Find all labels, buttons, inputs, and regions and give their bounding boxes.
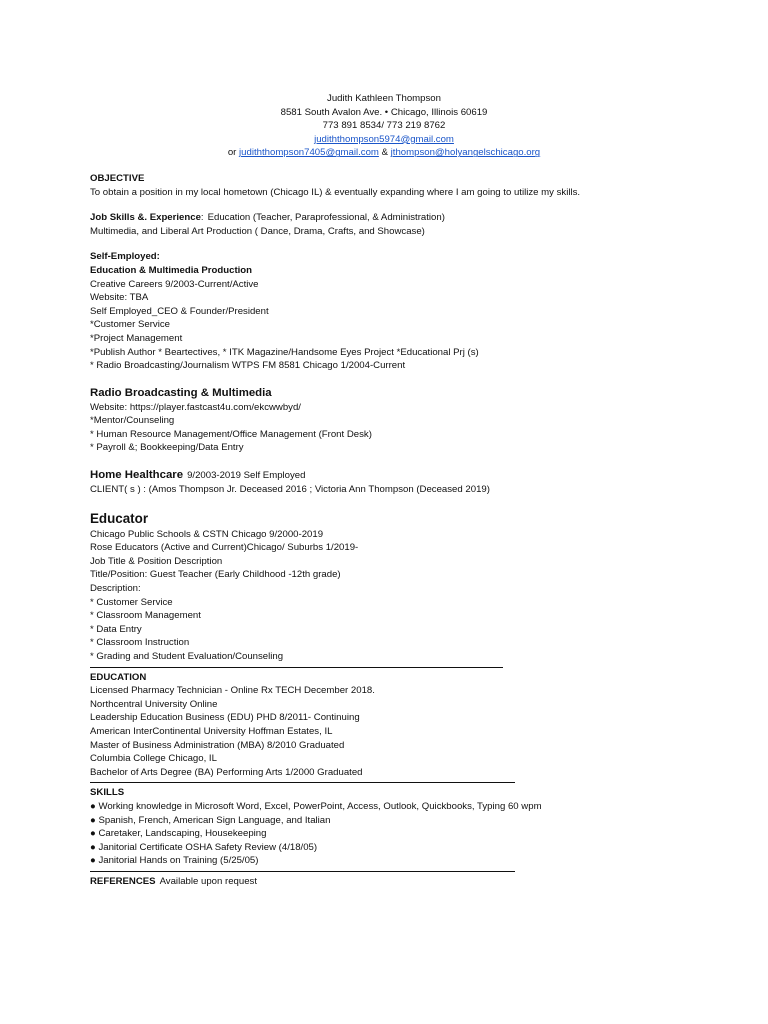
- list-item: Rose Educators (Active and Current)Chicago/ Suburbs 1/2019-: [90, 542, 359, 554]
- list-item: * Customer Service: [90, 596, 173, 608]
- list-item: Licensed Pharmacy Technician - Online Rx TECH December 2018.: [90, 685, 375, 697]
- ampersand-text: &: [381, 147, 388, 159]
- list-item: Creative Careers 9/2003-Current/Active: [90, 278, 259, 290]
- list-item: Title/Position: Guest Teacher (Early Childhood -12th grade): [90, 569, 341, 581]
- home-healthcare-dates: 9/2003-2019 Self Employed: [187, 470, 306, 482]
- list-item: *Project Management: [90, 332, 183, 344]
- list-item: Chicago Public Schools & CSTN Chicago 9/2000-2019: [90, 528, 324, 540]
- education-heading: EDUCATION: [90, 671, 147, 683]
- list-item: Columbia College Chicago, IL: [90, 753, 217, 765]
- list-item: Master of Business Administration (MBA) 8/2010 Graduated: [90, 739, 345, 751]
- contact-header: [90, 92, 678, 160]
- radio-heading: Radio Broadcasting & Multimedia: [90, 386, 272, 399]
- list-item: American InterContinental University Hoffman Estates, IL: [90, 725, 333, 737]
- list-item: * Data Entry: [90, 623, 142, 635]
- references-section: [90, 875, 690, 889]
- skills-section: [90, 786, 690, 868]
- list-item: Website: TBA: [90, 292, 149, 304]
- home-healthcare-client: CLIENT( s ) : (Amos Thompson Jr. Deceased 2016 ; Victoria Ann Thompson (Deceased 2019): [90, 484, 490, 496]
- list-item: * Radio Broadcasting/Journalism WTPS FM 8581 Chicago 1/2004-Current: [90, 360, 406, 372]
- list-item: Self Employed_CEO & Founder/President: [90, 305, 269, 317]
- educator-section: [90, 509, 690, 664]
- self-employed-subheading: Education & Multimedia Production: [90, 264, 253, 276]
- resume-page: [90, 92, 690, 889]
- education-section: [90, 671, 690, 780]
- list-item: * Human Resource Management/Office Management (Front Desk): [90, 428, 372, 440]
- list-item: *Publish Author * Beartectives, * ITK Magazine/Handsome Eyes Project *Educational Prj (s): [90, 346, 479, 358]
- full-name: Judith Kathleen Thompson: [327, 93, 441, 104]
- list-item: Leadership Education Business (EDU) PHD 8/2011- Continuing: [90, 712, 360, 724]
- list-item: *Mentor/Counseling: [90, 415, 175, 427]
- list-item: ● Janitorial Certificate OSHA Safety Review (4/18/05): [90, 841, 318, 853]
- list-item: Bachelor of Arts Degree (BA) Performing Arts 1/2000 Graduated: [90, 766, 363, 778]
- educator-heading: Educator: [90, 510, 149, 526]
- objective-section: [90, 172, 690, 199]
- references-heading: REFERENCES: [90, 875, 156, 887]
- section-divider: [90, 667, 503, 668]
- email-link-work[interactable]: jthompson@holyangelschicago.org: [390, 147, 541, 159]
- home-healthcare-section: [90, 467, 690, 497]
- objective-text: To obtain a position in my local hometown (Chicago IL) & eventually expanding where I am going to utilize my skills.: [90, 186, 581, 198]
- list-item: ● Janitorial Hands on Training (5/25/05): [90, 855, 259, 867]
- phone-numbers: 773 891 8534/ 773 219 8762: [322, 120, 446, 132]
- list-item: Job Title & Position Description: [90, 555, 223, 567]
- street-address: 8581 South Avalon Ave. • Chicago, Illinois 60619: [280, 106, 488, 118]
- skills-heading: SKILLS: [90, 787, 125, 799]
- list-item: ● Spanish, French, American Sign Language, and Italian: [90, 814, 331, 826]
- list-item: * Classroom Instruction: [90, 637, 190, 649]
- self-employed-section: [90, 250, 690, 372]
- list-item: Description:: [90, 583, 141, 595]
- email-link-secondary[interactable]: judiththompson7405@gmail.com: [239, 147, 379, 159]
- or-text: or: [227, 147, 237, 159]
- objective-heading: OBJECTIVE: [90, 172, 145, 184]
- self-employed-heading: Self-Employed:: [90, 251, 160, 263]
- references-text: Available upon request: [159, 875, 258, 887]
- list-item: ● Caretaker, Landscaping, Housekeeping: [90, 828, 267, 840]
- section-divider: [90, 871, 515, 872]
- list-item: Northcentral University Online: [90, 698, 218, 710]
- job-skills-colon: :: [200, 212, 204, 224]
- home-healthcare-heading: Home Healthcare: [90, 469, 184, 482]
- list-item: * Grading and Student Evaluation/Counseling: [90, 651, 284, 662]
- list-item: Website: https://player.fastcast4u.com/ekcwwbyd/: [90, 401, 301, 413]
- job-skills-label: Job Skills &. Experience: [90, 212, 201, 224]
- list-item: * Payroll &; Bookkeeping/Data Entry: [90, 442, 244, 454]
- list-item: *Customer Service: [90, 319, 170, 331]
- email-link-primary[interactable]: judiththompson5974@gmail.com: [314, 133, 454, 145]
- job-skills-section: [90, 211, 690, 238]
- radio-section: [90, 385, 690, 455]
- list-item: ● Working knowledge in Microsoft Word, Excel, PowerPoint, Access, Outlook, Quickbooks, Typing 60 wpm: [90, 800, 542, 812]
- section-divider: [90, 782, 515, 783]
- list-item: * Classroom Management: [90, 610, 201, 622]
- job-skills-text-continued: Multimedia, and Liberal Art Production ( Dance, Drama, Crafts, and Showcase): [90, 225, 425, 237]
- job-skills-text: Education (Teacher, Paraprofessional, & Administration): [207, 212, 445, 224]
